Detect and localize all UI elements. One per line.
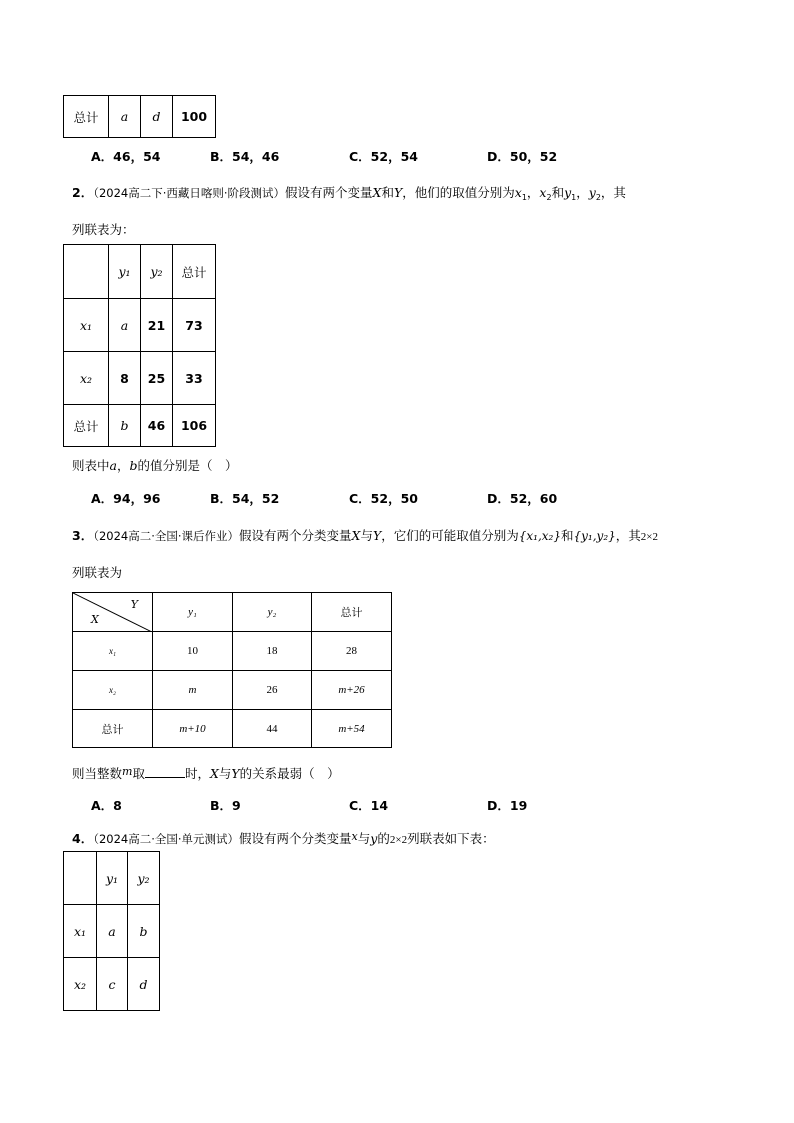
table-cell: 总计 <box>73 710 153 748</box>
stem-text: ， <box>116 458 130 473</box>
table-cell: d <box>141 96 173 138</box>
question-3-line2: 列联表为 <box>72 565 123 580</box>
stem-text: 与 <box>218 766 232 781</box>
var-x: X <box>209 766 219 781</box>
option-d[interactable]: D．50，52 <box>487 149 558 164</box>
table-cell: 100 <box>173 96 216 138</box>
var-y2: y <box>588 185 596 200</box>
corner-y: Y <box>130 598 138 611</box>
table-cell: 73 <box>173 299 216 352</box>
var-x: X <box>372 185 382 200</box>
table-cell: 总计 <box>64 405 109 447</box>
question-2-stem: 2．（2024高二下·西藏日喀则·阶段测试）假设有两个变量X和Y，他们的取值分别为$x_1$，$x_2$和$y_1$，$y_2$，其 <box>72 185 626 202</box>
table-previous-total-row <box>63 95 216 138</box>
question-source: （2024高二下·西藏日喀则·阶段测试） <box>93 186 286 200</box>
var-y: Y <box>393 185 403 200</box>
table-cell: b <box>128 905 160 958</box>
table-size: 2×2 <box>640 531 659 543</box>
stem-text: ， <box>526 185 540 200</box>
var-x: x <box>351 830 358 843</box>
table-cell: c <box>97 958 128 1011</box>
table-cell: y₂ <box>141 245 173 299</box>
stem-text: 和 <box>561 528 574 543</box>
table-cell: y₂ <box>233 593 312 632</box>
table-cell: x₁ <box>73 632 153 671</box>
table-cell: x₂ <box>64 958 97 1011</box>
answer-blank[interactable] <box>145 766 185 778</box>
table-cell: y₁ <box>97 852 128 905</box>
var-y1: y <box>564 185 572 200</box>
stem-text: 则表中 <box>72 458 110 473</box>
stem-text: 时， <box>184 766 210 781</box>
var-b: b <box>129 458 138 473</box>
question-number: 2． <box>72 185 94 200</box>
table-cell: x₁ <box>64 905 97 958</box>
var-x2: x <box>539 185 547 200</box>
table-q4 <box>63 851 160 1011</box>
table-cell: 18 <box>233 632 312 671</box>
stem-text: 列联表如下表： <box>407 831 495 846</box>
question-3-prompt <box>72 764 340 782</box>
table-cell <box>64 852 97 905</box>
table-cell: 106 <box>173 405 216 447</box>
var-y: Y <box>372 528 382 543</box>
table-cell: a <box>109 299 141 352</box>
option-b[interactable]: B．54，52 <box>210 491 280 506</box>
table-cell: 46 <box>141 405 173 447</box>
stem-text: 取 <box>132 766 145 781</box>
option-b[interactable]: B．9 <box>210 798 241 813</box>
option-b[interactable]: B．54，46 <box>210 149 280 164</box>
option-c[interactable]: C．52，54 <box>349 149 418 164</box>
var-x1: x <box>514 185 522 200</box>
var-a: a <box>109 458 117 473</box>
option-a[interactable]: A．94，96 <box>91 491 161 506</box>
diagonal-line <box>73 593 152 632</box>
table-cell: a <box>97 905 128 958</box>
table-cell: 26 <box>233 671 312 710</box>
stem-text: 和 <box>551 185 565 200</box>
table-cell: m+54 <box>312 710 392 748</box>
table-cell: 25 <box>141 352 173 405</box>
stem-text: 假设有两个变量 <box>285 185 373 200</box>
question-source: （2024高二·全国·课后作业） <box>93 529 240 543</box>
stem-text: 则当整数 <box>72 766 123 781</box>
table-cell: 44 <box>233 710 312 748</box>
stem-text: ，它们的可能取值分别为 <box>381 528 519 543</box>
table-cell: 33 <box>173 352 216 405</box>
stem-text: ，其 <box>600 185 626 200</box>
table-cell: y₁ <box>153 593 233 632</box>
table-cell: 总计 <box>312 593 392 632</box>
table-size: 2×2 <box>389 834 408 846</box>
table-cell: d <box>128 958 160 1011</box>
stem-text: 的值分别是（ ） <box>137 458 238 473</box>
stem-text: ，他们的取值分别为 <box>402 185 515 200</box>
table-cell: a <box>109 96 141 138</box>
option-a[interactable]: A．8 <box>91 798 122 813</box>
table-cell: 8 <box>109 352 141 405</box>
option-c[interactable]: C．52，50 <box>349 491 418 506</box>
question-number: 4． <box>72 831 94 846</box>
table-cell: 10 <box>153 632 233 671</box>
question-source: （2024高二·全国·单元测试） <box>93 832 240 846</box>
question-4-stem <box>72 829 495 847</box>
table-cell: b <box>109 405 141 447</box>
stem-text: 的 <box>377 831 390 846</box>
table-q2 <box>63 244 216 447</box>
option-a[interactable]: A．46，54 <box>91 149 161 164</box>
stem-text: 和 <box>381 185 394 200</box>
question-2-prompt <box>72 456 238 474</box>
table-q3 <box>72 592 392 748</box>
set-x: {x₁,x₂} <box>518 529 561 543</box>
table-cell <box>64 245 109 299</box>
option-d[interactable]: D．52，60 <box>487 491 558 506</box>
table-cell: m+26 <box>312 671 392 710</box>
stem-text: 与 <box>360 528 373 543</box>
stem-text: 与 <box>357 831 371 846</box>
stem-text: ， <box>576 185 589 200</box>
var-y: Y <box>231 766 240 781</box>
table-cell: x₂ <box>73 671 153 710</box>
table-cell: m+10 <box>153 710 233 748</box>
table-cell: 21 <box>141 299 173 352</box>
var-m: m <box>122 765 133 778</box>
set-y: {y₁,y₂} <box>573 529 616 543</box>
stem-text: 假设有两个分类变量 <box>239 831 352 846</box>
question-2-line2: 列联表为： <box>72 222 135 237</box>
table-cell: y₂ <box>128 852 160 905</box>
option-d[interactable]: D．19 <box>487 798 528 813</box>
stem-text: ，其 <box>615 528 641 543</box>
table-cell: y₁ <box>109 245 141 299</box>
table-cell: 总计 <box>173 245 216 299</box>
table-cell: 28 <box>312 632 392 671</box>
question-number: 3． <box>72 528 94 543</box>
table-cell: m <box>153 671 233 710</box>
var-y: y <box>370 831 378 846</box>
stem-text: 假设有两个分类变量 <box>239 528 352 543</box>
corner-x: X <box>91 613 99 626</box>
question-3-stem <box>72 526 658 544</box>
var-x: X <box>351 528 361 543</box>
table-cell: x₂ <box>64 352 109 405</box>
table-cell: 总计 <box>64 96 109 138</box>
option-c[interactable]: C．14 <box>349 798 389 813</box>
table-cell: x₁ <box>64 299 109 352</box>
table-corner-cell <box>73 593 153 632</box>
stem-text: 的关系最弱（ ） <box>239 766 340 781</box>
